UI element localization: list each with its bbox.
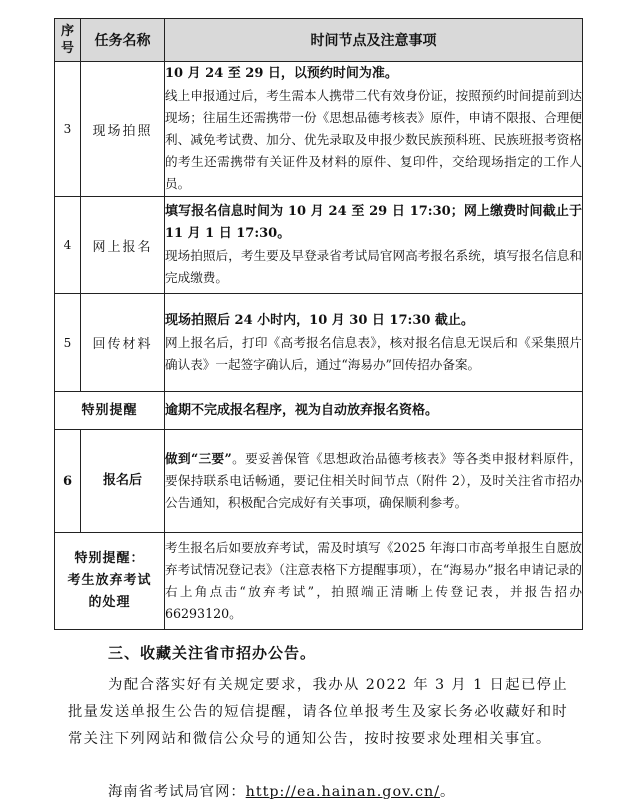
- special-reminder-row: [55, 392, 583, 430]
- row-number: 4: [55, 197, 81, 294]
- section-paragraph: 为配合落实好有关规定要求，我办从 2022 年 3 月 1 日起已停止批量发送单报生公告的短信提醒，请各位单报考生及家长务必收藏好和时常关注下列网站和微信公众号的通知公告，按时按要求处理相关事宜。: [68, 677, 568, 747]
- task-notes: 。要妥善保管《思想政治品德考核表》等各类申报材料原件，要保持联系电话畅通，要记住相关时间节点（附件 2），及时关注省市招办公告通知，积极配合完成好有关事项，确保顺利参考。: [165, 451, 583, 510]
- task-description: [165, 294, 583, 392]
- task-description: [165, 430, 583, 533]
- special-reminder-text: 逾期不完成报名程序，视为自动放弃报名资格。: [165, 392, 583, 430]
- abandon-exam-row: [55, 533, 583, 630]
- task-notes: 现场拍照后，考生要及早登录省考试局官网高考报名系统，填写报名信息和完成缴费。: [165, 248, 582, 285]
- table-row: [55, 62, 583, 197]
- task-description: [165, 62, 583, 197]
- row-number: 5: [55, 294, 81, 392]
- schedule-table: [54, 18, 583, 630]
- table-row: [55, 197, 583, 294]
- special-reminder-label: 特别提醒: [55, 392, 165, 430]
- task-deadline: 填写报名信息时间为 10 月 24 至 29 日 17:30；网上缴费时间截止于 11 月 1 日 17:30。: [165, 204, 582, 241]
- task-notes: 线上申报通过后，考生需本人携带二代有效身份证，按照预约时间提前到达现场；往届生还需携带一份《思想品德考核表》原件，申请不限报、合理便利、减免考试费、加分、优先录取及申报少数民族预科班、民族班报考资格的考生还需携带有关证件及材料的原件、复印件，交给现场指定的工作人员。: [165, 88, 582, 191]
- task-name: 现场拍照: [81, 62, 165, 197]
- section-heading: 三、收藏关注省市招办公告。: [108, 644, 317, 662]
- header-task-name: 任务名称: [81, 19, 165, 62]
- task-deadline: 现场拍照后 24 小时内，10 月 30 日 17:30 截止。: [165, 312, 474, 328]
- abandon-exam-label: 特别提醒： 考生放弃考试 的处理: [55, 533, 165, 630]
- abandon-exam-text: 考生报名后如要放弃考试，需及时填写《2025 年海口市高考单报生自愿放弃考试情况登记表》（注意表格下方提醒事项），在“海易办”报名申请记录的右上角点击“放弃考试”，拍照端正清晰上传登记表，并报告招办 66293120。: [165, 533, 583, 630]
- task-notes: 网上报名后，打印《高考报名信息表》，核对报名信息无误后和《采集照片确认表》一起签字确认后，通过“海易办”回传招办备案。: [165, 334, 582, 372]
- task-name: 报名后: [81, 430, 165, 533]
- table-row: [55, 430, 583, 533]
- site-label: 海南省考试局官网：: [108, 784, 246, 800]
- task-name: 回传材料: [81, 294, 165, 392]
- official-site-line: 海南省考试局官网：http://ea.hainan.gov.cn/。: [108, 784, 456, 800]
- task-name: 网上报名: [81, 197, 165, 294]
- task-description: [165, 197, 583, 294]
- row-number: 3: [55, 62, 81, 197]
- site-link[interactable]: http://ea.hainan.gov.cn/: [245, 784, 441, 800]
- header-description: 时间节点及注意事项: [165, 19, 583, 62]
- task-deadline: 10 月 24 至 29 日，以预约时间为准。: [165, 66, 398, 81]
- table-row: [55, 294, 583, 392]
- row-number: 6: [55, 430, 81, 533]
- table-header-row: [55, 19, 583, 62]
- task-highlight: 做到“三要”: [165, 451, 232, 466]
- header-no: 序 号: [55, 19, 81, 62]
